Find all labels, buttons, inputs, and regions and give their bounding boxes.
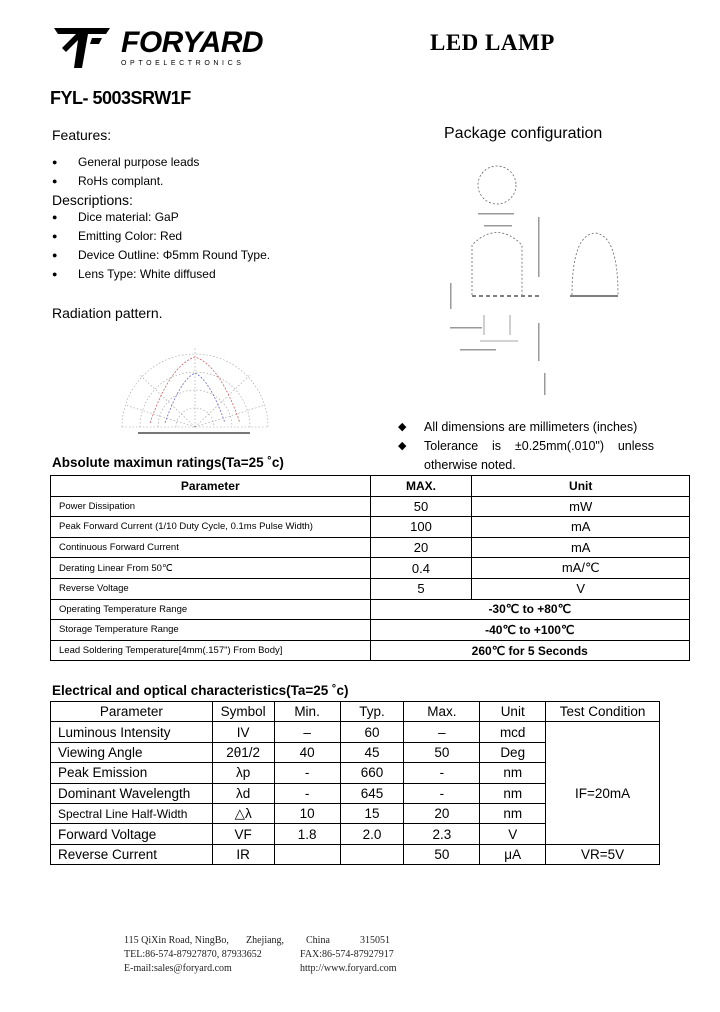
symbol-cell: IV <box>212 722 274 742</box>
unit-cell: nm <box>480 783 546 803</box>
footer-country: China <box>306 935 330 946</box>
typ-cell: 15 <box>340 803 404 823</box>
table-row <box>51 537 690 558</box>
eo-heading: Electrical and optical characteristics(Ta=25 ˚c) <box>52 683 349 698</box>
table-row <box>51 558 690 579</box>
max-cell: – <box>404 722 480 742</box>
min-cell: 40 <box>274 742 340 762</box>
header-test-condition: Test Condition <box>546 702 660 722</box>
footer-contact <box>124 934 424 976</box>
param-cell: Lead Soldering Temperature[4mm(.157") From Body] <box>51 640 371 661</box>
foryard-logo-icon <box>52 24 112 70</box>
unit-cell: mA <box>472 537 690 558</box>
table-row <box>51 722 660 742</box>
unit-cell: V <box>472 578 690 599</box>
footer-fax: FAX:86-574-87927917 <box>300 949 394 960</box>
unit-cell: Deg <box>480 742 546 762</box>
value-cell: -40℃ to +100℃ <box>370 620 689 641</box>
param-cell: Peak Forward Current (1/10 Duty Cycle, 0.1ms Pulse Width) <box>51 517 371 538</box>
table-row <box>51 742 660 762</box>
symbol-cell: IR <box>212 844 274 864</box>
max-cell: 50 <box>404 742 480 762</box>
param-cell: Reverse Current <box>51 844 213 864</box>
diamond-bullet-icon: ◆ <box>398 421 407 433</box>
test-condition-cell: IF=20mA <box>546 742 660 844</box>
typ-cell: 45 <box>340 742 404 762</box>
note-tolerance-unless: unless <box>617 439 654 453</box>
feature-item: ● General purpose leads <box>50 153 380 172</box>
brand-subtitle: OPTOELECTRONICS <box>121 60 245 67</box>
note-dimensions-text: All dimensions are millimeters (inches) <box>424 420 638 434</box>
features-list <box>50 153 380 191</box>
header-symbol: Symbol <box>212 702 274 722</box>
table-row <box>51 517 690 538</box>
max-cell: - <box>404 763 480 783</box>
max-cell: - <box>404 783 480 803</box>
eo-table <box>50 701 660 865</box>
min-cell: 1.8 <box>274 824 340 844</box>
header-max: Max. <box>404 702 480 722</box>
descriptions-list <box>50 208 380 284</box>
note-tolerance-word: Tolerance <box>424 439 479 453</box>
footer-website: http://www.foryard.com <box>300 963 397 974</box>
unit-cell: nm <box>480 803 546 823</box>
param-cell: Storage Temperature Range <box>51 620 371 641</box>
param-cell: Forward Voltage <box>51 824 213 844</box>
typ-cell: 645 <box>340 783 404 803</box>
feature-item: ● RoHs complant. <box>50 172 380 191</box>
diamond-bullet-icon: ◆ <box>398 440 407 452</box>
max-cell: 2.3 <box>404 824 480 844</box>
condition-cell <box>546 722 660 742</box>
part-number: FYL- 5003SRW1F <box>50 88 191 108</box>
abs-ratings-heading: Absolute maximun ratings(Ta=25 ˚c) <box>52 455 284 470</box>
description-item: ● Lens Type: White diffused <box>50 265 380 284</box>
footer-zip: 315051 <box>360 935 390 946</box>
param-cell: Operating Temperature Range <box>51 599 371 620</box>
note-tolerance-cont <box>398 456 654 475</box>
typ-cell: 2.0 <box>340 824 404 844</box>
param-cell: Derating Linear From 50℃ <box>51 558 371 579</box>
dimension-notes <box>398 418 654 475</box>
max-cell: 0.4 <box>370 558 472 579</box>
max-cell: 20 <box>404 803 480 823</box>
param-cell: Peak Emission <box>51 763 213 783</box>
unit-cell: mA <box>472 517 690 538</box>
test-condition-cell: VR=5V <box>546 844 660 864</box>
param-cell: Viewing Angle <box>51 742 213 762</box>
value-cell: -30℃ to +80℃ <box>370 599 689 620</box>
symbol-cell: λp <box>212 763 274 783</box>
description-item: ● Dice material: GaP <box>50 208 380 227</box>
description-item: ● Emitting Color: Red <box>50 227 380 246</box>
unit-cell: nm <box>480 763 546 783</box>
unit-cell: V <box>480 824 546 844</box>
symbol-cell: λd <box>212 783 274 803</box>
symbol-cell: VF <box>212 824 274 844</box>
param-cell: Reverse Voltage <box>51 578 371 599</box>
footer-email: E-mail:sales@foryard.com <box>124 963 232 974</box>
note-dimensions <box>398 418 654 437</box>
min-cell: – <box>274 722 340 742</box>
unit-cell: μA <box>480 844 546 864</box>
table-header-row <box>51 476 690 497</box>
symbol-cell: △λ <box>212 803 274 823</box>
brand-name: FORYARD <box>121 26 264 59</box>
max-cell: 20 <box>370 537 472 558</box>
typ-cell: 60 <box>340 722 404 742</box>
typ-cell <box>340 844 404 864</box>
unit-cell: mcd <box>480 722 546 742</box>
min-cell: - <box>274 783 340 803</box>
package-drawing <box>440 165 640 395</box>
radiation-heading: Radiation pattern. <box>52 305 163 321</box>
doc-title: LED LAMP <box>430 30 555 55</box>
param-cell: Continuous Forward Current <box>51 537 371 558</box>
footer-province: Zhejiang, <box>246 935 285 946</box>
value-cell: 260℃ for 5 Seconds <box>370 640 689 661</box>
note-tolerance-is: is <box>492 439 502 453</box>
table-header-row <box>51 702 660 722</box>
param-cell: Dominant Wavelength <box>51 783 213 803</box>
header-min: Min. <box>274 702 340 722</box>
param-cell: Spectral Line Half-Width <box>51 803 213 823</box>
table-row <box>51 640 690 661</box>
param-cell: Luminous Intensity <box>51 722 213 742</box>
header-typ: Typ. <box>340 702 404 722</box>
package-heading: Package configuration <box>444 125 603 142</box>
max-cell: 5 <box>370 578 472 599</box>
table-row <box>51 578 690 599</box>
descriptions-heading: Descriptions: <box>52 192 133 208</box>
radiation-pattern-figure <box>110 335 280 440</box>
header-unit: Unit <box>472 476 690 497</box>
max-cell: 100 <box>370 517 472 538</box>
note-tolerance <box>398 437 654 456</box>
features-heading: Features: <box>52 127 112 143</box>
min-cell: - <box>274 763 340 783</box>
note-tolerance-value: ±0.25mm(.010") <box>514 439 604 453</box>
unit-cell: mW <box>472 496 690 517</box>
unit-cell: mA/℃ <box>472 558 690 579</box>
min-cell <box>274 844 340 864</box>
note-tolerance-tail: otherwise noted. <box>424 458 516 472</box>
param-cell: Power Dissipation <box>51 496 371 517</box>
header-max: MAX. <box>370 476 472 497</box>
description-item: ● Device Outline: Φ5mm Round Type. <box>50 246 380 265</box>
abs-ratings-table <box>50 475 690 661</box>
table-row <box>51 620 690 641</box>
symbol-cell: 2θ1/2 <box>212 742 274 762</box>
footer-address: 115 QiXin Road, NingBo, <box>124 935 229 946</box>
header-unit: Unit <box>480 702 546 722</box>
footer-tel: TEL:86-574-87927870, 87933652 <box>124 949 262 960</box>
header-parameter: Parameter <box>51 702 213 722</box>
table-row <box>51 496 690 517</box>
max-cell: 50 <box>404 844 480 864</box>
typ-cell: 660 <box>340 763 404 783</box>
table-row <box>51 599 690 620</box>
header-parameter: Parameter <box>51 476 371 497</box>
max-cell: 50 <box>370 496 472 517</box>
table-row <box>51 844 660 864</box>
min-cell: 10 <box>274 803 340 823</box>
